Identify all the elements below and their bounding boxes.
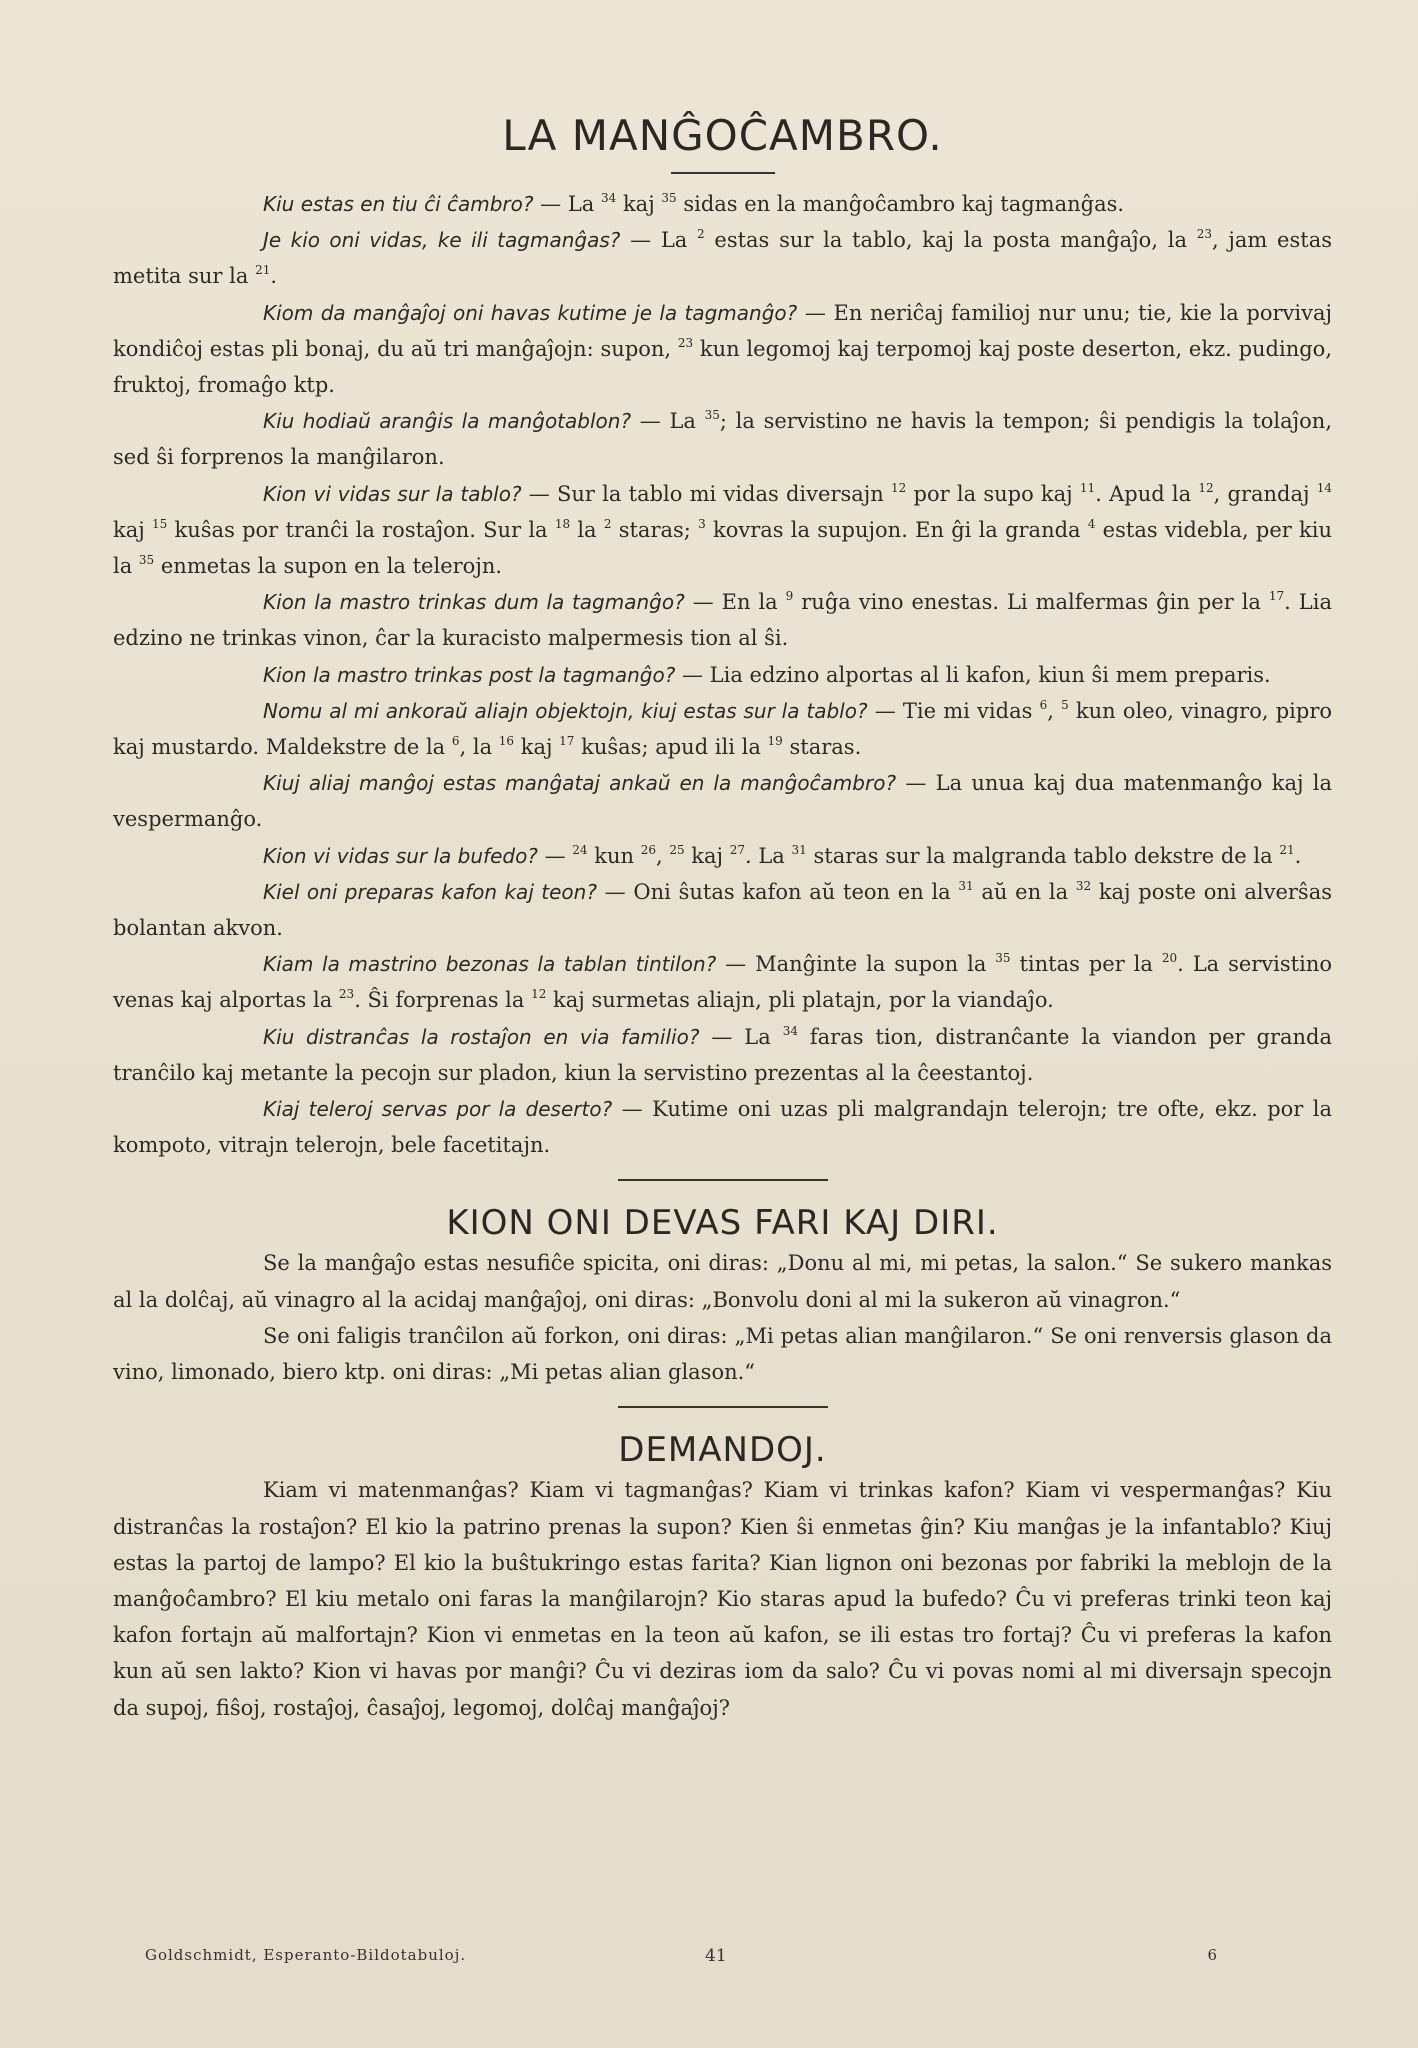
answer-text: kaj bbox=[113, 517, 152, 542]
answer-text: faras tion, distranĉante la viandon per granda tranĉilo kaj metante la pecojn sur pladon, kiun la servistino prezentas al la ĉeestantoj. bbox=[113, 1024, 1332, 1085]
answer-text: staras. bbox=[782, 735, 862, 760]
qa-paragraph bbox=[113, 838, 1332, 874]
answer-text: . La bbox=[745, 843, 792, 868]
paragraph: Se oni faligis tranĉilon aŭ forkon, oni diras: „Mi petas alian manĝilaron.“ Se oni renversis glason da vino, limonado, biero ktp. oni diras: „Mi petas alian glason.“ bbox=[113, 1323, 1332, 1385]
answer-text: kaj poste oni alverŝas bolantan akvon. bbox=[113, 879, 1332, 941]
questions-section bbox=[113, 1472, 1332, 1725]
signature-mark: 6 bbox=[1207, 1946, 1218, 1964]
figure-reference: 19 bbox=[767, 734, 783, 749]
figure-reference: 35 bbox=[995, 951, 1011, 966]
answer-text: — En neriĉaj familioj nur unu; tie, kie la porvivaj kondiĉoj estas pli bonaj, du aŭ tri manĝaĵojn: supon, bbox=[113, 300, 1332, 361]
answer-text: kuŝas; apud ili la bbox=[574, 735, 768, 760]
question: Kiu estas en tiu ĉi ĉambro? bbox=[263, 192, 534, 216]
answer-text: kuŝas por tranĉi la rostaĵon. Sur la bbox=[167, 517, 555, 542]
figure-reference: 12 bbox=[1198, 480, 1214, 495]
answer-text: — Oni ŝutas kafon aŭ teon en la bbox=[596, 879, 959, 904]
title-rule bbox=[671, 172, 775, 174]
answer-text: — La bbox=[699, 1024, 783, 1049]
qa-paragraph bbox=[113, 403, 1332, 475]
figure-reference: 2 bbox=[603, 516, 612, 531]
qa-paragraph bbox=[113, 657, 1332, 693]
answer-text: . Apud la bbox=[1095, 481, 1199, 506]
answer-text: — bbox=[537, 843, 573, 868]
qa-paragraph bbox=[113, 1019, 1332, 1091]
qa-paragraph bbox=[113, 765, 1332, 837]
answer-text: — Lia edzino alportas al li kafon, kiun ŝi mem preparis. bbox=[675, 662, 1271, 687]
answer-text: staras; bbox=[611, 517, 699, 542]
answer-text: sidas en la manĝoĉambro kaj tagmanĝas. bbox=[676, 192, 1125, 216]
question: Kion vi vidas sur la bufedo? bbox=[263, 843, 538, 868]
what-to-do-section bbox=[113, 1245, 1332, 1390]
qa-paragraph bbox=[113, 874, 1332, 946]
qa-paragraph bbox=[113, 1091, 1332, 1163]
answer-text: kovras la supujon. En ĝi la granda bbox=[705, 517, 1088, 542]
question: Je kio oni vidas, ke ili tagmanĝas? bbox=[263, 228, 621, 253]
answer-text: — La bbox=[631, 409, 705, 434]
answer-text: ; la servistino ne havis la tempon; ŝi pendigis la tolaĵon, sed ŝi forprenos la manĝilaron. bbox=[113, 409, 1332, 470]
answer-text: , la bbox=[459, 735, 499, 760]
section-title-questions: DEMANDOJ. bbox=[618, 1430, 827, 1471]
page-footer bbox=[145, 1946, 1218, 1964]
figure-reference: 17 bbox=[1268, 589, 1285, 604]
figure-reference: 27 bbox=[729, 842, 746, 857]
qa-section bbox=[113, 186, 1332, 1163]
answer-text: . La servistino venas kaj alportas la bbox=[113, 952, 1332, 1013]
question: Kiam la mastrino bezonas la tablan tintilon? bbox=[263, 952, 717, 977]
qa-paragraph bbox=[113, 946, 1332, 1018]
book-reference: Goldschmidt, Esperanto-Bildotabuloj. bbox=[145, 1946, 467, 1964]
answer-text: estas videbla, per kiu la bbox=[113, 517, 1333, 579]
figure-reference: 35 bbox=[138, 553, 155, 568]
figure-reference: 24 bbox=[572, 842, 588, 857]
section-divider bbox=[618, 1179, 828, 1181]
qa-paragraph bbox=[113, 584, 1332, 656]
figure-reference: 35 bbox=[704, 408, 720, 423]
answer-text: tintas per la bbox=[1010, 952, 1162, 977]
question: Kiuj aliaj manĝoj estas manĝataj ankaŭ en la manĝoĉambro? bbox=[263, 771, 897, 796]
paragraph: Kiam vi matenmanĝas? Kiam vi tagmanĝas? Kiam vi trinkas kafon? Kiam vi vespermanĝas? Kiu distranĉas la rostaĵon? El kio la patrino prenas la supon? Kien ŝi enmetas ĝin? Kiu manĝas je la infantablo? Kiuj estas la partoj de lampo? El kio la buŝtukringo estas farita? Kian lignon oni bezonas por fabriki la meblojn de la manĝoĉambro? El kiu metalo oni faras la manĝilarojn? Kio staras apud la bufedo? Ĉu vi preferas trinki teon kaj kafon fortajn aŭ malfortajn? Kion vi enmetas en la teon aŭ kafon, se ili estas tro fortaj? Ĉu vi preferas la kafon kun aŭ sen lakto? Kion vi havas por manĝi? Ĉu vi deziras iom da salo? Ĉu vi povas nomi al mi diversajn specojn da supoj, fiŝoj, rostaĵoj, ĉasaĵoj, legomoj, dolĉaj manĝaĵoj? bbox=[113, 1478, 1332, 1720]
answer-text: . bbox=[270, 264, 278, 289]
figure-reference: 18 bbox=[554, 516, 571, 531]
figure-reference: 6 bbox=[1039, 697, 1048, 712]
figure-reference: 35 bbox=[661, 191, 677, 205]
page-number: 41 bbox=[705, 1946, 727, 1966]
answer-text: kun legomoj kaj terpomoj kaj poste deserton, ekz. pudingo, fruktoj, fromaĝo ktp. bbox=[113, 336, 1332, 398]
figure-reference: 17 bbox=[559, 734, 575, 749]
figure-reference: 34 bbox=[782, 1023, 798, 1038]
answer-text: . Lia edzino ne trinkas vinon, ĉar la kuracisto malpermesis tion al ŝi. bbox=[113, 590, 1332, 651]
figure-reference: 31 bbox=[958, 878, 974, 893]
figure-reference: 20 bbox=[1161, 951, 1178, 966]
answer-text: — Tie mi vidas bbox=[867, 698, 1040, 723]
figure-reference: 14 bbox=[1316, 480, 1333, 495]
question: Kiel oni preparas kafon kaj teon? bbox=[263, 879, 597, 904]
answer-text: aŭ en la bbox=[973, 879, 1076, 904]
qa-paragraph bbox=[113, 693, 1332, 765]
answer-text: kaj bbox=[684, 843, 730, 868]
answer-text: , bbox=[1047, 698, 1062, 723]
answer-text: — En la bbox=[684, 590, 786, 615]
section-divider bbox=[618, 1406, 828, 1408]
question: Kion la mastro trinkas dum la tagmanĝo? bbox=[263, 590, 685, 615]
figure-reference: 23 bbox=[338, 987, 355, 1002]
figure-reference: 26 bbox=[640, 842, 656, 857]
answer-text: , jam estas metita sur la bbox=[113, 228, 1332, 289]
answer-text: kun bbox=[587, 843, 641, 868]
answer-text: la bbox=[570, 517, 604, 542]
figure-reference: 11 bbox=[1079, 480, 1096, 495]
figure-reference: 16 bbox=[498, 734, 515, 749]
question: Nomu al mi ankoraŭ aliajn objektojn, kiuj estas sur la tablo? bbox=[263, 698, 868, 723]
figure-reference: 9 bbox=[785, 589, 794, 604]
figure-reference: 15 bbox=[152, 516, 168, 531]
answer-text: kaj bbox=[616, 192, 662, 216]
answer-text: staras sur la malgranda tablo dekstre de la bbox=[806, 843, 1280, 868]
figure-reference: 12 bbox=[891, 480, 907, 495]
answer-text: — Kutime oni uzas pli malgrandajn telerojn; tre ofte, ekz. por la kompoto, vitrajn telerojn, bele facetitajn. bbox=[113, 1097, 1332, 1158]
section-title-what-to-do: KION ONI DEVAS FARI KAJ DIRI. bbox=[446, 1203, 999, 1244]
figure-reference: 3 bbox=[698, 516, 706, 531]
answer-text: ruĝa vino enestas. Li malfermas ĝin per la bbox=[793, 590, 1269, 615]
question: Kiom da manĝaĵoj oni havas kutime je la tagmanĝo? bbox=[263, 300, 798, 325]
section-title-dining-room: LA MANĜOĈAMBRO. bbox=[502, 111, 943, 160]
qa-paragraph bbox=[113, 186, 1332, 222]
qa-paragraph bbox=[113, 295, 1332, 404]
figure-reference: 21 bbox=[255, 263, 271, 278]
figure-reference: 31 bbox=[791, 842, 807, 857]
question: Kion vi vidas sur la tablo? bbox=[263, 481, 522, 506]
answer-text: kun oleo, vinagro, pipro kaj mustardo. Maldekstre de la bbox=[113, 698, 1333, 760]
figure-reference: 32 bbox=[1075, 878, 1092, 893]
question: Kiu hodiaŭ aranĝis la manĝotablon? bbox=[263, 409, 632, 434]
answer-text: kaj surmetas aliajn, pli platajn, por la viandaĵo. bbox=[546, 988, 1054, 1013]
figure-reference: 4 bbox=[1087, 516, 1096, 531]
answer-text: kaj bbox=[514, 735, 560, 760]
figure-reference: 25 bbox=[669, 842, 685, 857]
figure-reference: 34 bbox=[601, 191, 617, 205]
figure-reference: 23 bbox=[1196, 227, 1212, 242]
question: Kiaj teleroj servas por la deserto? bbox=[263, 1097, 613, 1122]
answer-text: , bbox=[655, 843, 670, 868]
figure-reference: 12 bbox=[531, 987, 547, 1002]
paragraph: Se la manĝaĵo estas nesufiĉe spicita, oni diras: „Donu al mi, mi petas, la salon.“ Se sukero mankas al la dolĉaj, aŭ vinagro al la acidaj manĝaĵoj, oni diras: „Bonvolu doni al mi la sukeron aŭ vinagron.“ bbox=[113, 1251, 1332, 1312]
answer-text: — La bbox=[533, 192, 601, 216]
answer-text: — La unua kaj dua matenmanĝo kaj la vespermanĝo. bbox=[113, 771, 1332, 832]
answer-text: enmetas la supon en la telerojn. bbox=[154, 554, 503, 579]
figure-reference: 2 bbox=[697, 227, 705, 242]
answer-text: — Manĝinte la supon la bbox=[716, 952, 996, 977]
answer-text: . Ŝi forprenas la bbox=[354, 988, 532, 1013]
qa-paragraph bbox=[113, 476, 1332, 585]
figure-reference: 21 bbox=[1279, 842, 1295, 857]
answer-text: — La bbox=[620, 228, 698, 253]
answer-text: , grandaj bbox=[1213, 481, 1317, 506]
qa-paragraph bbox=[113, 222, 1332, 294]
question: Kiu distranĉas la rostaĵon en via familio? bbox=[263, 1024, 700, 1049]
figure-reference: 5 bbox=[1061, 697, 1069, 712]
question: Kion la mastro trinkas post la tagmanĝo? bbox=[263, 662, 676, 687]
answer-text: — Sur la tablo mi vidas diversajn bbox=[521, 481, 892, 506]
answer-text: por la supo kaj bbox=[906, 481, 1080, 506]
figure-reference: 6 bbox=[451, 734, 460, 749]
figure-reference: 23 bbox=[677, 335, 694, 350]
answer-text: . bbox=[1294, 843, 1302, 868]
answer-text: estas sur la tablo, kaj la posta manĝaĵo, la bbox=[704, 228, 1197, 253]
